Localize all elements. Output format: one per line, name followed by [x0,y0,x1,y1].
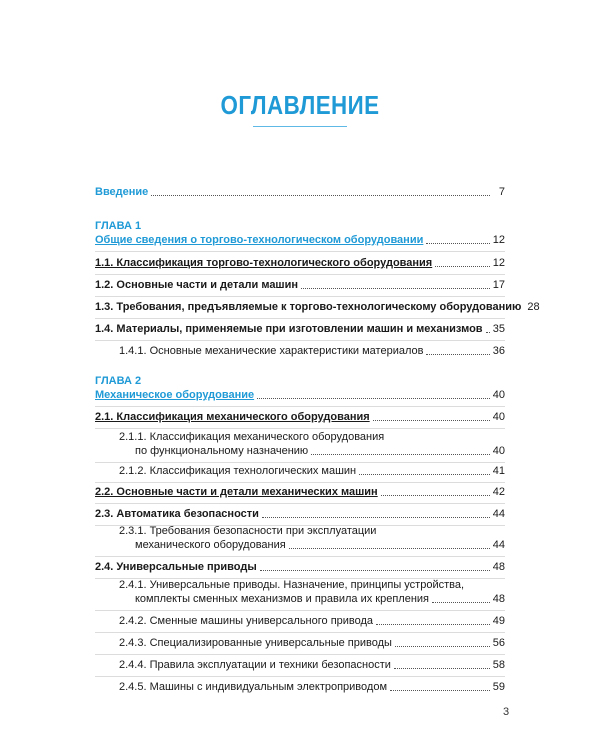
toc-entry-label: 2.1. Классификация механического оборудования [95,411,370,423]
toc-entry-2-3-1[interactable] [95,538,505,552]
dot-leader [394,668,490,669]
toc-entry-label: 1.4. Материалы, применяемые при изготовлении машин и механизмов [95,323,483,335]
toc-page-number: 17 [492,279,505,291]
separator [95,632,505,633]
separator [95,296,505,297]
toc-entry-2-4-1[interactable] [95,592,505,606]
toc-entry-intro[interactable] [95,185,505,199]
toc-page-number: 59 [492,681,505,693]
toc-entry-2-1-1-line1[interactable]: 2.1.1. Классификация механического оборудования [119,431,385,443]
toc-entry-label: Механическое оборудование [95,389,255,401]
toc-page-number: 7 [498,186,505,198]
title-underline [253,126,347,127]
toc-page-number: 28 [527,301,540,313]
toc-page-number: 40 [492,389,505,401]
toc-entry-label: 1.3. Требования, предъявляемые к торгово-технологическому оборудованию [95,301,522,313]
toc-entry-label: по функциональному назначению [135,445,309,457]
page-number: 3 [503,706,510,718]
toc-page-number: 44 [492,508,505,520]
toc-entry-1-4-1[interactable] [95,344,505,358]
separator [95,428,505,429]
toc-page-number: 48 [492,561,505,573]
dot-leader [432,602,490,603]
toc-entry-label: 2.4.3. Специализированные универсальные приводы [119,637,392,649]
dot-leader [311,454,490,455]
chapter-1-label: ГЛАВА 1 [95,220,142,232]
toc-page-number: 40 [492,445,505,457]
toc-entry-2-2[interactable] [95,485,505,499]
dot-leader [390,690,490,691]
toc-entry-label: механического оборудования [135,539,286,551]
toc-entry-2-4-4[interactable] [95,658,505,672]
toc-entry-label: 2.4.2. Сменные машины универсального привода [119,615,374,627]
toc-entry-label: 2.4.5. Машины с индивидуальным электроприводом [119,681,388,693]
dot-leader [260,570,490,571]
toc-entry-1-4[interactable] [95,322,505,336]
toc-entry-label: 1.4.1. Основные механические характеристики материалов [119,345,424,357]
separator [95,318,505,319]
dot-leader [289,548,490,549]
toc-entry-label: 1.2. Основные части и детали машин [95,279,299,291]
separator [95,556,505,557]
toc-entry-2-4-5[interactable] [95,680,505,694]
toc-entry-2-4[interactable] [95,560,505,574]
toc-entry-2-1-2[interactable] [95,464,505,478]
toc-entry-chapter-1[interactable] [95,233,505,247]
toc-entry-chapter-2[interactable] [95,388,505,402]
toc-entry-1-2[interactable] [95,278,505,292]
toc-page-number: 44 [492,539,505,551]
toc-entry-2-4-3[interactable] [95,636,505,650]
toc-page-number: 56 [492,637,505,649]
dot-leader [301,288,490,289]
dot-leader [395,646,490,647]
toc-entry-2-4-2[interactable] [95,614,505,628]
separator [95,340,505,341]
dot-leader [381,495,490,496]
toc-entry-label: 2.1.2. Классификация технологических машин [119,465,357,477]
toc-entry-label: Введение [95,186,149,198]
separator [95,406,505,407]
toc-entry-label: 2.4. Универсальные приводы [95,561,257,573]
toc-entry-2-3-1-line1[interactable]: 2.3.1. Требования безопасности при эксплуатации [119,525,377,537]
toc-page-number: 12 [492,234,505,246]
separator [95,482,505,483]
toc-page-number: 58 [492,659,505,671]
toc-entry-label: 2.3. Автоматика безопасности [95,508,259,520]
toc-page-number: 42 [492,486,505,498]
dot-leader [262,517,490,518]
chapter-2-label: ГЛАВА 2 [95,375,142,387]
toc-entry-label: 1.1. Классификация торгово-технологического оборудования [95,257,433,269]
toc-page-number: 40 [492,411,505,423]
dot-leader [257,398,490,399]
toc-entry-1-1[interactable] [95,256,505,270]
separator [95,274,505,275]
separator [95,610,505,611]
page-title: ОГЛАВЛЕНИЕ [220,90,380,120]
separator [95,654,505,655]
toc-page-number: 48 [492,593,505,605]
separator [95,503,505,504]
dot-leader [373,420,490,421]
dot-leader [486,332,490,333]
dot-leader [426,243,489,244]
dot-leader [376,624,490,625]
toc-page-number: 36 [492,345,505,357]
toc-entry-2-4-1-line1[interactable]: 2.4.1. Универсальные приводы. Назначение, принципы устройства, [119,579,465,591]
toc-page-number: 35 [492,323,505,335]
toc-page-number: 49 [492,615,505,627]
toc-entry-2-3[interactable] [95,507,505,521]
toc-entry-label: 2.4.4. Правила эксплуатации и техники безопасности [119,659,391,671]
separator [95,251,505,252]
separator [95,676,505,677]
dot-leader [359,474,490,475]
toc-page-number: 12 [492,257,505,269]
toc-entry-2-1-1[interactable] [95,444,505,458]
toc-entry-1-3[interactable] [95,300,540,314]
dot-leader [426,354,489,355]
toc-entry-2-1[interactable] [95,410,505,424]
toc-entry-label: 2.2. Основные части и детали механических машин [95,486,378,498]
dot-leader [151,195,490,196]
toc-entry-label: комплекты сменных механизмов и правила их крепления [135,593,430,605]
toc-entry-label: Общие сведения о торгово-технологическом оборудовании [95,234,424,246]
toc-page-number: 41 [492,465,505,477]
separator [95,462,505,463]
dot-leader [435,266,490,267]
